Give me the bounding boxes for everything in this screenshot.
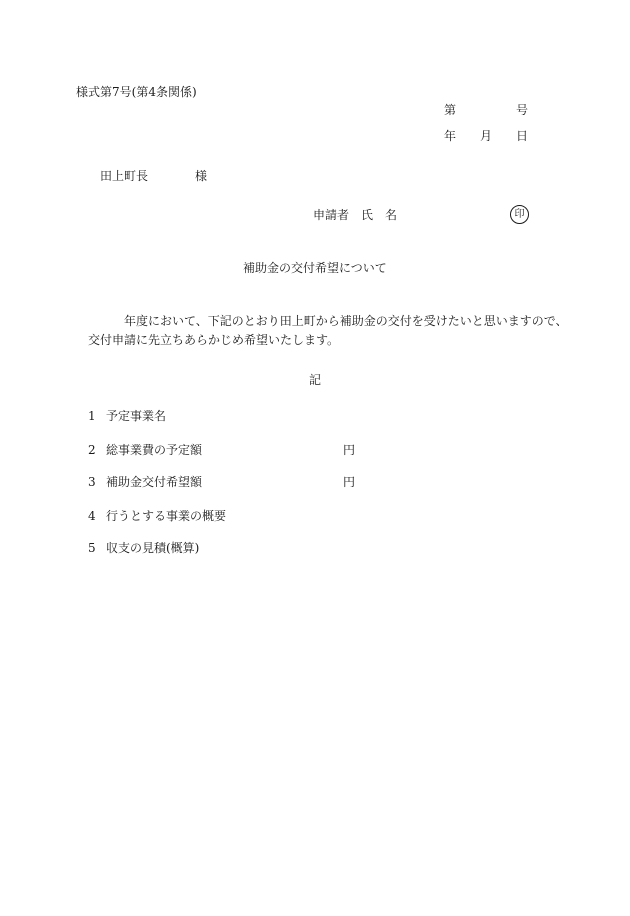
addressee-name: 田上町長: [100, 169, 149, 183]
document-title: 補助金の交付希望について: [243, 261, 387, 275]
item-number: 3: [88, 475, 96, 489]
list-item: [88, 476, 202, 488]
applicant-label: 申請者: [313, 208, 350, 222]
doc-number-go-label: 号: [516, 103, 529, 117]
item-label: 収支の見積(概算): [106, 541, 200, 555]
item-label: 行うとする事業の概要: [106, 509, 227, 523]
item-number: 5: [88, 541, 96, 555]
date-month-label: 月: [480, 129, 493, 143]
item-unit-yen: 円: [343, 443, 356, 457]
applicant-name-label: 氏 名: [361, 208, 398, 222]
body-text-line-1: 年度において、下記のとおり田上町から補助金の交付を受けたいと思いますので、: [124, 314, 568, 328]
date-year-label: 年: [444, 129, 457, 143]
list-item: [88, 410, 166, 422]
ki-heading: 記: [309, 373, 322, 387]
item-label: 総事業費の予定額: [106, 443, 203, 457]
item-label: 補助金交付希望額: [106, 475, 203, 489]
list-item: [88, 542, 199, 554]
list-item: [88, 444, 202, 456]
addressee-honorific: 様: [195, 169, 208, 183]
item-number: 2: [88, 443, 96, 457]
doc-number-dai-label: 第: [444, 103, 457, 117]
item-label: 予定事業名: [106, 409, 167, 423]
item-number: 4: [88, 509, 96, 523]
seal-icon: 印: [510, 205, 529, 224]
body-text-line-2: 交付申請に先立ちあらかじめ希望いたします。: [88, 333, 340, 347]
list-item: [88, 510, 226, 522]
date-day-label: 日: [516, 129, 529, 143]
item-unit-yen: 円: [343, 475, 356, 489]
form-number: 様式第7号(第4条関係): [76, 85, 197, 99]
item-number: 1: [88, 409, 96, 423]
